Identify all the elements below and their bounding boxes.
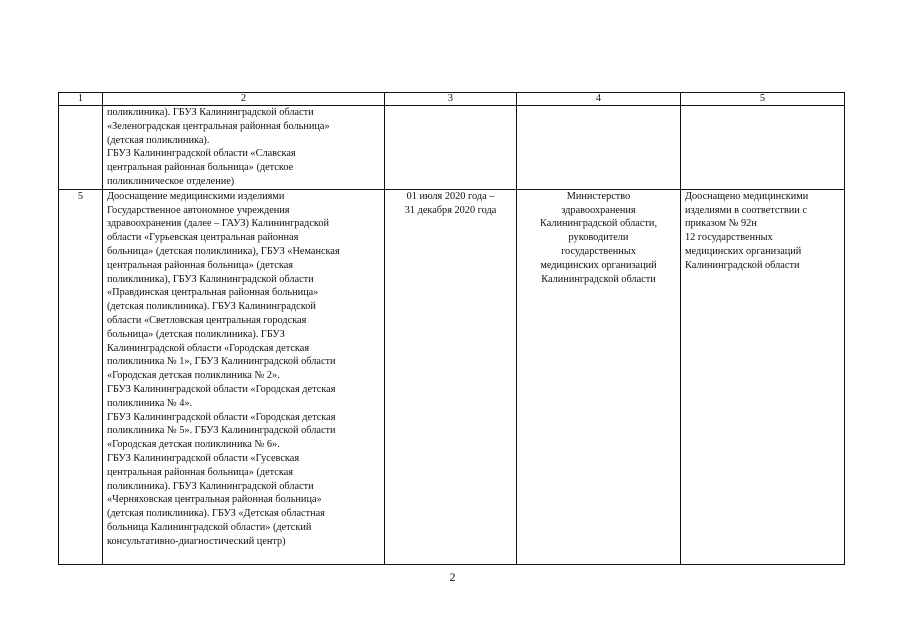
page-number: 2 xyxy=(449,570,456,584)
result-cell: Дооснащено медицинскими изделиями в соответствии с приказом № 92н 12 государственных медицинских организаций Калининградской области xyxy=(681,189,845,564)
table-row-continuation xyxy=(59,106,845,190)
result-cell xyxy=(681,106,845,190)
event-description-cell: поликлиника). ГБУЗ Калининградской области «Зеленоградская центральная районная больница» (детская поликлиника). ГБУЗ Калининградской области «Славская центральная районная больница» (детское поликлиническое отделение) xyxy=(103,106,385,190)
column-header-1: 1 xyxy=(59,93,103,106)
column-header-4: 4 xyxy=(517,93,681,106)
table-header-row xyxy=(59,93,845,106)
table-row-5 xyxy=(59,189,845,564)
column-header-2: 2 xyxy=(103,93,385,106)
deadline-cell xyxy=(385,106,517,190)
responsible-cell: Министерство здравоохранения Калининградской области, руководители государственных медицинских организаций Калининградской области xyxy=(517,189,681,564)
column-header-3: 3 xyxy=(385,93,517,106)
document-table xyxy=(58,92,845,565)
row-number-cell: 5 xyxy=(59,189,103,564)
deadline-cell: 01 июля 2020 года – 31 декабря 2020 года xyxy=(385,189,517,564)
row-number-cell xyxy=(59,106,103,190)
responsible-cell xyxy=(517,106,681,190)
event-description-cell: Дооснащение медицинскими изделиями Государственное автономное учреждения здравоохранения (далее – ГАУЗ) Калининградской области «Гурьевская центральная районная больница» (детская поликлиника), ГБУЗ «Неманская центральная районная больница» (детская поликлиника), ГБУЗ Калининградской области «Правдинская центральная районная больница» (детская поликлиника). ГБУЗ Калининградской области «Светловская центральная городская больница» (детская поликлиника). ГБУЗ Калининградской области «Городская детская поликлиника № 1», ГБУЗ Калининградской области «Городская детская поликлиника № 2». ГБУЗ Калининградской области «Городская детская поликлиника № 4». ГБУЗ Калининградской области «Городская детская поликлиника № 5». ГБУЗ Калининградской области «Городская детская поликлиника № 6». ГБУЗ Калининградской области «Гусевская центральная районная больница» (детская поликлиника). ГБУЗ Калининградской области «Черняховская центральная районная больница» (детская поликлиника). ГБУЗ «Детская областная больница Калининградской области» (детский консультативно-диагностический центр) xyxy=(103,189,385,564)
column-header-5: 5 xyxy=(681,93,845,106)
